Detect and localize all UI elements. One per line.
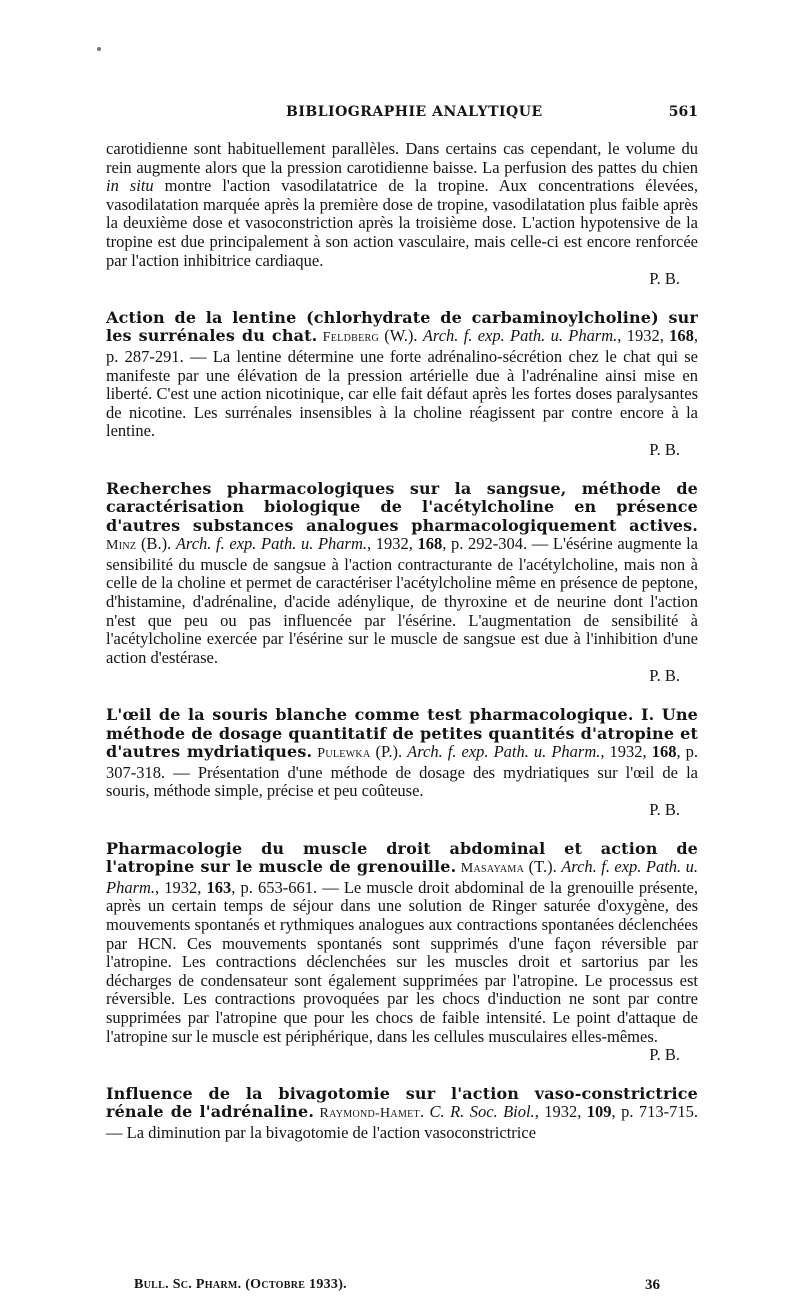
journal: C. R. Soc. Biol. xyxy=(429,1102,535,1122)
journal: Arch. f. exp. Path. u. Pharm. xyxy=(407,742,601,762)
text-run: carotidienne sont habituellement parallèles. Dans certains cas cependant, le volume du rein augmente alors que la pression carotidienne baisse. La perfusion des pattes du chien xyxy=(106,139,698,177)
journal: Arch. f. exp. Path. u. Pharm. xyxy=(106,857,699,897)
author: Masayama xyxy=(460,861,525,877)
sheet-number: 36 xyxy=(645,1277,660,1293)
volume: 163 xyxy=(206,877,232,897)
volume: 109 xyxy=(586,1102,612,1122)
article-column xyxy=(106,140,698,1143)
entry-title: Action de la lentine (chlorhydrate de carbaminoylcholine) sur les surrénales du chat. xyxy=(106,307,698,346)
speck-mark xyxy=(97,47,101,51)
bibliography-entry xyxy=(106,1085,698,1143)
volume: 168 xyxy=(651,742,677,762)
intro-paragraph xyxy=(106,140,698,289)
running-title: BIBLIOGRAPHIE ANALYTIQUE xyxy=(286,104,543,120)
bibliography-entry xyxy=(106,840,698,1065)
signature: P. B. xyxy=(649,666,680,686)
bibliography-entry xyxy=(106,309,698,460)
entry-title: Influence de la bivagotomie sur l'action vaso-constrictrice rénale de l'adrénaline. xyxy=(106,1083,698,1122)
signature: P. B. xyxy=(649,269,680,289)
text-run: montre l'action vasodilatatrice de la tropine. Aux concentrations élevées, vasodilatation marquée après la première dose de tropine, vasodilatation plus faible après la deuxième dose et vasoconstriction après la troisième dose. L'action hypotensive de la tropine est due principalement à son action vasculaire, mais celle-ci est encore renforcée par l'action inhibitrice cardiaque. xyxy=(106,176,698,270)
entry-text: Recherches pharmacologiques sur la sangsue, méthode de caractérisation biologique de l'acétylcholine en présence d'autres substances analogues pharmacologiquement actives. Minz (B.). Arch. f. exp. Path. u. Pharm., 1932, 168, p. 292-304. — L'ésérine augmente la sensibilité du muscle de sangsue à l'action contracturante de l'acétylcholine, mais non à celle de la choline et permet de caractériser l'acétylcholine même en présence de peptone, d'histamine, d'adrénaline, d'acide adénylique, de thyroxine et de neurine dont l'action n'est que peu ou pas influencée par l'ésérine. L'augmentation de sensibilité à l'acétylcholine exercée par l'ésérine sur le muscle de sangsue est due à l'inhibition d'une action d'estérase. xyxy=(106,478,699,667)
author: Raymond-Hamet xyxy=(319,1106,420,1122)
entry-title: L'œil de la souris blanche comme test pharmacologique. I. Une méthode de dosage quantitatif de petites quantités d'atropine et d'autres mydriatiques. xyxy=(106,705,698,762)
abstract: La lentine détermine une forte adrénalino-sécrétion chez le chat qui se manifeste par une élévation de la pression artérielle due à l'adrénaline ainsi mise en liberté. C'est une action nicotinique, car elle fait défaut après les fortes doses paralysantes de nicotine. Les surrénales insensibles à la choline réagissent par contre encore à la lentine. xyxy=(106,346,698,441)
journal: Arch. f. exp. Path. u. Pharm. xyxy=(422,326,618,346)
page-number: 561 xyxy=(668,104,698,120)
bulletin-reference: Bull. Sc. Pharm. (Octobre 1933). xyxy=(134,1277,347,1292)
entry-title: Recherches pharmacologiques sur la sangsue, méthode de caractérisation biologique de l'acétylcholine en présence d'autres substances analogues pharmacologiquement actives. xyxy=(106,478,698,535)
journal: Arch. f. exp. Path. u. Pharm. xyxy=(175,534,368,554)
abstract: L'ésérine augmente la sensibilité du muscle de sangsue à l'action contracturante de l'acétylcholine, mais non à celle de la choline et permet de caractériser l'acétylcholine même en présence de peptone, d'histamine, d'adrénaline, d'acide adénylique, de thyroxine et de neurine dont l'action n'est que peu ou pas influencée par l'ésérine. L'augmentation de sensibilité à l'acétylcholine exercée par l'ésérine sur le muscle de sangsue est due à l'inhibition d'une action d'estérase. xyxy=(106,534,699,667)
abstract: Le muscle droit abdominal de la grenouille présente, après un certain temps de séjour dans une solution de Ringer saturée d'oxygène, des mouvements spontanés et rythmiques analogues aux contractions spontanées déclenchées par HCN. Ces mouvements spontanés sont supprimés d'une façon réversible par l'atropine. Les contractions déclenchées sur les muscles droit et sartorius par les décharges de condensateur sont également supprimées par l'atropine. Le processus est réversible. Les contractions provoquées par les chocs d'induction ne sont par contre supprimées par l'atropine que pour les chocs de faible intensité. Le point d'attaque de l'atropine sur le muscle est périphérique, dans les cellules musculaires elles-mêmes. xyxy=(106,877,698,1046)
bibliography-entry xyxy=(106,480,698,687)
entry-text: Pharmacologie du muscle droit abdominal et action de l'atropine sur le muscle de grenouille. Masayama (T.). Arch. f. exp. Path. u. Pharm., 1932, 163, p. 653-661. — Le muscle droit abdominal de la grenouille présente, après un certain temps de séjour dans une solution de Ringer saturée d'oxygène, des mouvements spontanés et rythmiques analogues aux contractions spontanées déclenchées par HCN. Ces mouvements spontanés sont supprimés d'une façon réversible par l'atropine. Les contractions déclenchées sur les muscles droit et sartorius par les décharges de condensateur sont également supprimées par l'atropine. Le processus est réversible. Les contractions provoquées par les chocs d'induction ne sont par contre supprimées par l'atropine que pour les chocs de faible intensité. Le point d'attaque de l'atropine sur le muscle est périphérique, dans les cellules musculaires elles-mêmes. xyxy=(106,838,699,1046)
author: Feldberg xyxy=(322,330,379,346)
entry-text: Action de la lentine (chlorhydrate de carbaminoylcholine) sur les surrénales du chat. Feldberg (W.). Arch. f. exp. Path. u. Pharm., 1932, 168, p. 287-291. — La lentine détermine une forte adrénalino-sécrétion chez le chat qui se manifeste par une élévation de la pression artérielle due à l'adrénaline ainsi mise en liberté. C'est une action nicotinique, car elle fait défaut après les fortes doses paralysantes de nicotine. Les surrénales insensibles à la choline réagissent par contre encore à la lentine. xyxy=(106,307,698,441)
paragraph-text xyxy=(106,140,698,270)
entry-title: Pharmacologie du muscle droit abdominal et action de l'atropine sur le muscle de grenouille. xyxy=(106,838,698,877)
page-header xyxy=(106,104,698,126)
signature: P. B. xyxy=(649,1045,680,1065)
abstract: La diminution par la bivagotomie de l'action vasoconstrictrice xyxy=(126,1122,537,1142)
bibliography-entry xyxy=(106,706,698,820)
signature: P. B. xyxy=(649,439,680,459)
volume: 168 xyxy=(669,326,694,346)
volume: 168 xyxy=(417,534,443,554)
entry-text: L'œil de la souris blanche comme test pharmacologique. I. Une méthode de dosage quantitatif de petites quantités d'atropine et d'autres mydriatiques. Pulewka (P.). Arch. f. exp. Path. u. Pharm., 1932, 168, p. 307-318. — Présentation d'une méthode de dosage des mydriatiques sur l'œil de la souris, méthode simple, précise et peu coûteuse. xyxy=(106,705,698,801)
author: Minz xyxy=(106,538,137,554)
signature: P. B. xyxy=(649,800,680,819)
abstract: Présentation d'une méthode de dosage des mydriatiques sur l'œil de la souris, méthode simple, précise et peu coûteuse. xyxy=(106,762,698,801)
entry-text: Influence de la bivagotomie sur l'action vaso-constrictrice rénale de l'adrénaline. Raymond-Hamet. C. R. Soc. Biol., 1932, 109, p. 713-715. — La diminution par la bivagotomie de l'action vasoconstrictrice xyxy=(106,1083,698,1142)
author: Pulewka xyxy=(317,746,371,762)
page-footer xyxy=(134,1277,660,1299)
italic-term: in situ xyxy=(106,176,154,196)
